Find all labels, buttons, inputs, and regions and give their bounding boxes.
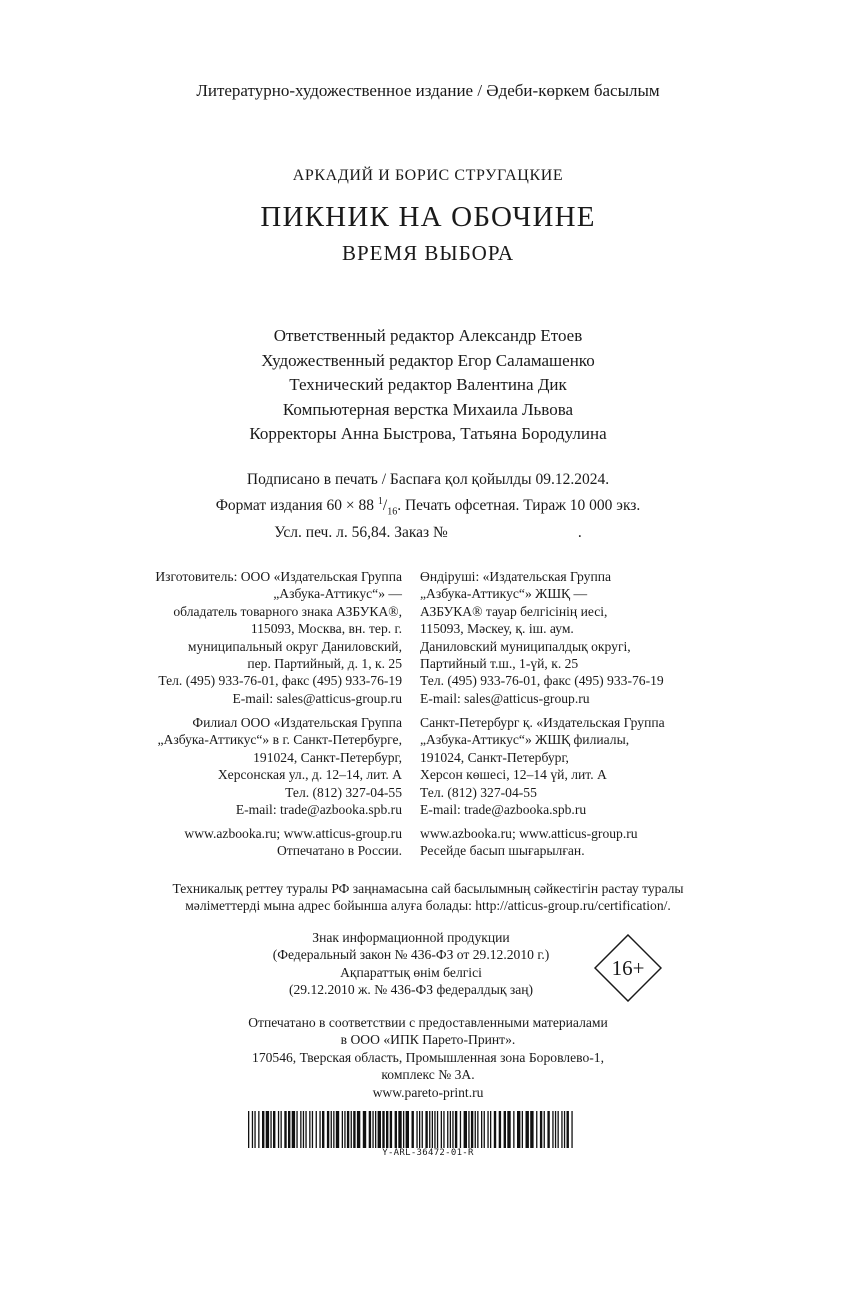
- age-rating-text: 16+: [611, 956, 645, 980]
- printer-line: 170546, Тверская область, Промышленная зона Боровлево-1,: [252, 1049, 604, 1065]
- branch-kz-line: 191024, Санкт-Петербург,: [420, 749, 569, 765]
- barcode-bar: [382, 1111, 384, 1148]
- age-rating-badge: [594, 934, 662, 1002]
- barcode-bar: [375, 1111, 376, 1148]
- barcode-bar: [540, 1111, 542, 1148]
- barcode-bar: [468, 1111, 469, 1148]
- printer-line: Отпечатано в соответствии с предоставленными материалами: [248, 1015, 608, 1030]
- barcode-bar: [316, 1111, 317, 1148]
- barcode-bar: [455, 1111, 457, 1148]
- barcode-bar: [395, 1111, 397, 1148]
- barcode-bar: [441, 1111, 442, 1148]
- barcode-bar: [552, 1111, 553, 1148]
- barcode-bar: [429, 1111, 430, 1148]
- manufacturer-kz-line: „Азбука-Аттикус“» ЖШҚ —: [420, 586, 588, 602]
- branch-ru-line: Херсонская ул., д. 12–14, лит. А: [217, 767, 402, 783]
- barcode-bar: [357, 1111, 360, 1148]
- barcode-bar: [412, 1111, 414, 1148]
- book-authors: АРКАДИЙ И БОРИС СТРУГАЦКИЕ: [292, 167, 564, 184]
- barcode-bar: [452, 1111, 453, 1148]
- barcode-bar: [281, 1111, 282, 1148]
- barcode-bar: [450, 1111, 451, 1148]
- barcode-bar: [561, 1111, 562, 1148]
- info-sign-line: (29.12.2010 ж. № 436-ФЗ федералдық заң): [288, 982, 534, 998]
- manufacturer-ru-line: муниципальный округ Даниловский,: [187, 638, 402, 654]
- web-kz-line: Ресейде басып шығарылған.: [420, 843, 585, 859]
- barcode-bar: [425, 1111, 427, 1148]
- barcode-bar: [416, 1111, 417, 1148]
- barcode-bar: [544, 1111, 545, 1148]
- branch-kz-line: E-mail: trade@azbooka.spb.ru: [420, 802, 587, 818]
- printer-line: www.pareto-print.ru: [372, 1084, 484, 1100]
- barcode-bar: [327, 1111, 329, 1148]
- sheets-line: [0, 522, 856, 544]
- barcode-bar: [248, 1111, 249, 1148]
- manufacturer-kz-line: Даниловский муниципалдық округі,: [420, 638, 631, 654]
- barcode-bar: [530, 1111, 533, 1148]
- barcode-bar: [305, 1111, 306, 1148]
- barcode-bar: [564, 1111, 565, 1148]
- barcode-bar: [322, 1111, 324, 1148]
- barcode-bar: [460, 1111, 461, 1148]
- barcode-bar: [252, 1111, 253, 1148]
- branch-kz-line: „Азбука-Аттикус“» ЖШҚ филиалы,: [420, 732, 630, 748]
- branch-ru-line: 191024, Санкт-Петербург,: [253, 749, 402, 765]
- branch-ru-line: Тел. (812) 327-04-55: [285, 784, 402, 800]
- barcode-bar: [547, 1111, 549, 1148]
- web-ru-line: Отпечатано в России.: [276, 843, 402, 859]
- barcode-bar: [369, 1111, 371, 1148]
- format-fraction-den: 16: [387, 505, 398, 517]
- certification-block: [0, 880, 856, 915]
- barcode-bar: [344, 1111, 345, 1148]
- manufacturer-kz-line: 115093, Мәскеу, қ. іш. аум.: [420, 621, 574, 637]
- barcode-bar: [378, 1111, 381, 1148]
- manufacturer-ru-line: 115093, Москва, вн. тер. г.: [250, 621, 402, 637]
- barcode-bar: [273, 1111, 275, 1148]
- manufacturer-kz-line: Партийный т.ш., 1-үй, к. 25: [420, 656, 579, 672]
- manufacturer-ru-line: Тел. (495) 933-76-01, факс (495) 933-76-19: [158, 673, 402, 689]
- barcode-bar: [254, 1111, 255, 1148]
- series-label: Литературно-художественное издание / Әдеби-көркем басылым: [196, 81, 660, 100]
- format-fraction-num: 1: [377, 495, 383, 507]
- barcode-bar: [333, 1111, 334, 1148]
- book-title: ПИКНИК НА ОБОЧИНЕ: [260, 201, 596, 233]
- barcode-bar: [262, 1111, 264, 1148]
- manufacturer-kz-line: E-mail: sales@atticus-group.ru: [420, 690, 590, 706]
- barcode-bar: [266, 1111, 269, 1148]
- barcode-bar: [390, 1111, 392, 1148]
- barcode-bar: [319, 1111, 320, 1148]
- barcode-bar: [342, 1111, 343, 1148]
- barcode-bar: [406, 1111, 409, 1148]
- barcode-bar: [347, 1111, 349, 1148]
- barcode-bar: [558, 1111, 559, 1148]
- barcode-bar: [419, 1111, 420, 1148]
- barcode-bar: [487, 1111, 488, 1148]
- manufacturer-ru: [155, 568, 402, 707]
- credit-line: Ответственный редактор Александр Етоев: [273, 326, 583, 345]
- info-sign-line: Ақпараттық өнім белгісі: [340, 964, 482, 980]
- branch-kz-line: Санкт-Петербург қ. «Издательская Группа: [420, 715, 665, 730]
- barcode-bar: [571, 1111, 572, 1148]
- barcode-bar: [490, 1111, 491, 1148]
- barcode-bar: [386, 1111, 388, 1148]
- barcode-bar: [303, 1111, 304, 1148]
- barcode-bar: [447, 1111, 448, 1148]
- format-line: [0, 491, 856, 523]
- web-ru: [184, 825, 402, 860]
- printer-block: [0, 1014, 856, 1101]
- barcode-bar: [292, 1111, 295, 1148]
- credit-line: Компьютерная верстка Михаила Львова: [282, 399, 574, 419]
- printer-line: комплекс № 3А.: [381, 1067, 475, 1083]
- branch-ru: [157, 714, 402, 818]
- branch-kz: [420, 714, 665, 818]
- barcode-bar: [331, 1111, 332, 1148]
- barcode-bar: [443, 1111, 444, 1148]
- barcode-bar: [536, 1111, 537, 1148]
- printer-line: в ООО «ИПК Парето-Принт».: [340, 1032, 516, 1048]
- credits-block: [0, 324, 856, 447]
- manufacturer-kz: [420, 568, 664, 707]
- sheets-suffix: .: [577, 524, 582, 542]
- barcode: [246, 1111, 576, 1148]
- manufacturer-kz-line: Тел. (495) 933-76-01, факс (495) 933-76-19: [420, 673, 664, 689]
- format-fraction-sep: /: [382, 496, 388, 514]
- branch-kz-line: Херсон көшесі, 12–14 үй, лит. А: [420, 767, 607, 783]
- barcode-bar: [258, 1111, 259, 1148]
- sheets-prefix: Усл. печ. л. 56,84. Заказ №: [274, 524, 448, 542]
- barcode-bar: [507, 1111, 510, 1148]
- barcode-bar: [284, 1111, 286, 1148]
- barcode-bar: [522, 1111, 523, 1148]
- barcode-bar: [422, 1111, 423, 1148]
- manufacturer-kz-line: Өндіруші: «Издательская Группа: [420, 569, 612, 584]
- web-kz: [420, 825, 638, 860]
- barcode-bar: [481, 1111, 482, 1148]
- barcode-bar: [309, 1111, 310, 1148]
- barcode-bar: [296, 1111, 297, 1148]
- barcode-bar: [517, 1111, 520, 1148]
- barcode-bar: [513, 1111, 514, 1148]
- credit-line: Корректоры Анна Быстрова, Татьяна Бородулина: [249, 424, 607, 443]
- info-sign-line: (Федеральный закон № 436-ФЗ от 29.12.2010 г.): [272, 947, 550, 963]
- branch-kz-line: Тел. (812) 327-04-55: [420, 784, 537, 800]
- barcode-bar: [336, 1111, 339, 1148]
- format-prefix: Формат издания 60 × 88: [215, 496, 378, 514]
- barcode-label: Y-ARL-36472-01-R: [382, 1148, 474, 1158]
- barcode-bar: [464, 1111, 467, 1148]
- barcode-bar: [437, 1111, 438, 1148]
- format-suffix: . Печать офсетная. Тираж 10 000 экз.: [397, 496, 641, 514]
- signed-line: Подписано в печать / Баспаға қол қойылды 09.12.2024.: [246, 471, 610, 488]
- web-ru-line: www.azbooka.ru; www.atticus-group.ru: [184, 826, 402, 841]
- barcode-bar: [288, 1111, 290, 1148]
- barcode-bar: [403, 1111, 404, 1148]
- manufacturer-ru-line: E-mail: sales@atticus-group.ru: [232, 690, 402, 706]
- manufacturer-ru-line: обладатель товарного знака АЗБУКА®,: [173, 603, 402, 619]
- barcode-bar: [475, 1111, 476, 1148]
- barcode-bar: [567, 1111, 569, 1148]
- info-sign-block: [246, 929, 576, 999]
- barcode-bar: [434, 1111, 435, 1148]
- manufacturer-ru-line: пер. Партийный, д. 1, к. 25: [247, 656, 402, 672]
- barcode-bar: [300, 1111, 301, 1148]
- credit-line: Художественный редактор Егор Саламашенко: [261, 350, 595, 370]
- credit-line: Технический редактор Валентина Дик: [289, 375, 567, 394]
- barcode-bar: [555, 1111, 556, 1148]
- book-subtitle: ВРЕМЯ ВЫБОРА: [341, 241, 514, 265]
- barcode-bar: [499, 1111, 501, 1148]
- barcode-bar: [477, 1111, 478, 1148]
- barcode-bar: [471, 1111, 473, 1148]
- certification-line: Техникалық реттеу туралы РФ заңнамасына сай басылымның сәйкестігін растау туралы: [172, 881, 684, 896]
- manufacturer-ru-line: Изготовитель: ООО «Издательская Группа: [155, 569, 402, 584]
- barcode-bar: [312, 1111, 313, 1148]
- certification-line: мәліметтерді мына адрес бойынша алуға болады: http://atticus-group.ru/certification/.: [185, 898, 671, 914]
- manufacturer-kz-line: АЗБУКА® тауар белгісінің иесі,: [420, 603, 608, 619]
- barcode-bar: [270, 1111, 271, 1148]
- manufacturer-ru-line: „Азбука-Аттикус“» —: [273, 586, 402, 602]
- barcode-bar: [372, 1111, 373, 1148]
- barcode-bar: [484, 1111, 485, 1148]
- branch-ru-line: E-mail: trade@azbooka.spb.ru: [235, 802, 402, 818]
- branch-ru-line: „Азбука-Аттикус“» в г. Санкт-Петербурге,: [157, 732, 402, 748]
- web-kz-line: www.azbooka.ru; www.atticus-group.ru: [420, 826, 638, 841]
- barcode-bar: [353, 1111, 355, 1148]
- barcode-bar: [494, 1111, 496, 1148]
- branch-ru-line: Филиал ООО «Издательская Группа: [192, 715, 402, 730]
- barcode-bar: [363, 1111, 366, 1148]
- barcode-bar: [432, 1111, 433, 1148]
- print-info-block: [0, 469, 856, 544]
- barcode-bar: [351, 1111, 352, 1148]
- barcode-bar: [526, 1111, 529, 1148]
- barcode-bar: [278, 1111, 279, 1148]
- info-sign-line: Знак информационной продукции: [312, 930, 510, 945]
- barcode-bar: [504, 1111, 506, 1148]
- barcode-bar: [398, 1111, 401, 1148]
